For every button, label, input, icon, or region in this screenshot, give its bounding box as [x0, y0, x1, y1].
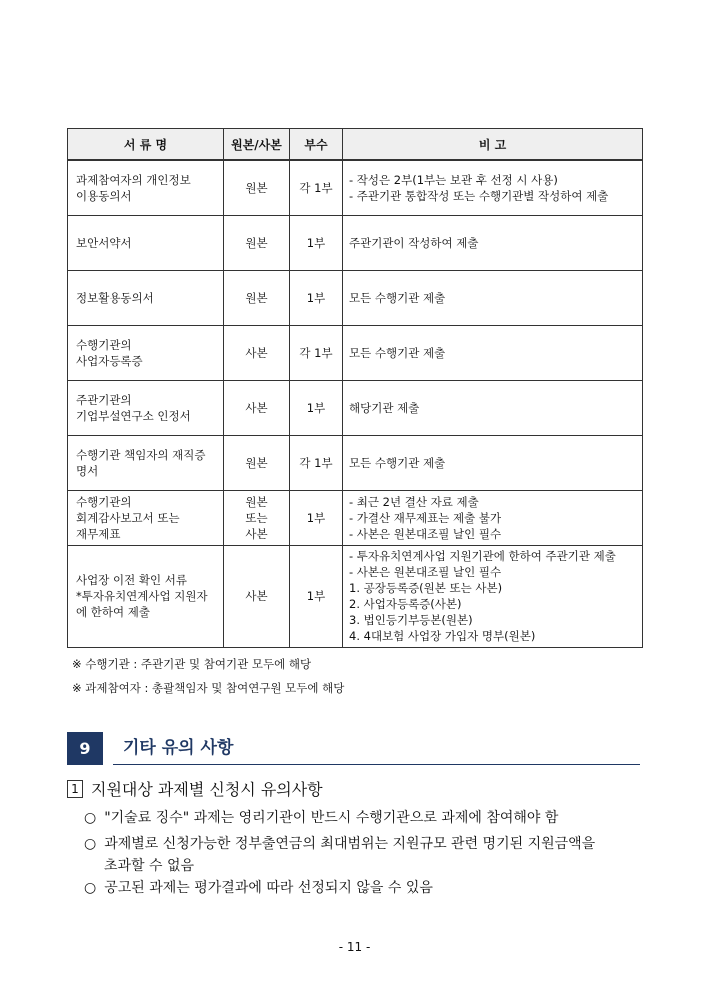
cell-text-line: 이용동의서: [76, 188, 132, 203]
bullet-continuation: 초과할 수 없음: [104, 858, 195, 874]
document-name-cell: [68, 545, 224, 647]
header-document-name: 서 류 명: [68, 129, 224, 161]
subsection-title: 지원대상 과제별 신청시 유의사항: [91, 780, 323, 799]
document-name-cell: [68, 435, 224, 490]
cell-text-line: 모든 수행기관 제출: [349, 345, 446, 360]
header-original-copy: 원본/사본: [224, 129, 290, 161]
cell-text-line: 모든 수행기관 제출: [349, 290, 446, 305]
cell-text-line: 주관기관의: [76, 392, 132, 407]
copies-cell: [290, 325, 343, 380]
list-item: [84, 878, 433, 898]
section-underline: [113, 764, 640, 766]
cell-text-line: 1부: [306, 589, 326, 603]
cell-text-line: - 가결산 재무제표는 제출 불가: [349, 510, 502, 525]
table-row: [68, 490, 643, 545]
copies-cell: [290, 490, 343, 545]
copies-cell: [290, 545, 343, 647]
cell-text-line: *투자유치연계사업 지원자: [76, 589, 208, 603]
cell-text-line: 과제참여자의 개인정보: [76, 172, 191, 187]
original-copy-cell: [224, 545, 290, 647]
cell-text-line: 원본: [245, 455, 268, 470]
bullet-mark: ○: [84, 836, 97, 852]
cell-text-line: 해당기관 제출: [349, 400, 420, 415]
table-row: [68, 160, 643, 215]
footnote: ※ 과제참여자 : 총괄책임자 및 참여연구원 모두에 해당: [72, 681, 345, 695]
cell-text-line: 1부: [306, 510, 326, 525]
cell-text-line: 원본: [245, 180, 268, 195]
cell-text-line: 1부: [306, 400, 326, 415]
cell-text-line: 각 1부: [299, 455, 333, 470]
remarks-cell: [343, 215, 643, 270]
table-row: [68, 380, 643, 435]
bullet-mark: ○: [84, 810, 97, 826]
page-number: - 11 -: [338, 940, 371, 954]
cell-text-line: 또는: [245, 510, 268, 525]
remarks-cell: [343, 545, 643, 647]
cell-text-line: 모든 수행기관 제출: [349, 455, 446, 470]
cell-text-line: 보안서약서: [76, 235, 132, 250]
cell-text-line: 기업부설연구소 인정서: [76, 408, 191, 423]
cell-text-line: 3. 법인등기부등본(원본): [349, 613, 473, 627]
cell-text-line: 재무제표: [76, 526, 121, 541]
cell-text-line: - 주관기관 통합작성 또는 수행기관별 작성하여 제출: [349, 188, 609, 203]
cell-text-line: 각 1부: [299, 345, 333, 360]
bullet-mark: ○: [84, 880, 97, 896]
remarks-cell: [343, 160, 643, 215]
table-row: [68, 325, 643, 380]
copies-cell: [290, 270, 343, 325]
cell-text-line: 수행기관의: [76, 337, 132, 352]
original-copy-cell: [224, 435, 290, 490]
cell-text-line: 정보활용동의서: [76, 290, 154, 305]
footnote: ※ 수행기관 : 주관기관 및 참여기관 모두에 해당: [72, 657, 312, 671]
cell-text-line: 사본: [245, 589, 268, 603]
cell-text-line: 사본: [245, 345, 268, 360]
list-item: [84, 834, 595, 854]
cell-text-line: 사업장 이전 확인 서류: [76, 573, 187, 587]
cell-text-line: - 작성은 2부(1부는 보관 후 선정 시 사용): [349, 172, 558, 187]
document-table: [67, 128, 643, 648]
document-name-cell: [68, 490, 224, 545]
table-row: [68, 270, 643, 325]
cell-text-line: - 사본은 원본대조필 날인 필수: [349, 526, 502, 541]
bullet-text: "기술료 징수" 과제는 영리기관이 반드시 수행기관으로 과제에 참여해야 함: [104, 810, 559, 826]
table-body: [68, 160, 643, 647]
cell-text-line: 사본: [245, 526, 268, 541]
bullet-text: 공고된 과제는 평가결과에 따라 선정되지 않을 수 있음: [104, 880, 433, 896]
cell-text-line: 원본: [245, 290, 268, 305]
cell-text-line: 1. 공장등록증(원본 또는 사본): [349, 581, 503, 595]
table-header-row: [68, 129, 643, 161]
original-copy-cell: [224, 215, 290, 270]
bullet-text: 과제별로 신청가능한 정부출연금의 최대범위는 지원규모 관련 명기된 지원금액을: [104, 836, 596, 852]
copies-cell: [290, 380, 343, 435]
remarks-cell: [343, 490, 643, 545]
section-title: 기타 유의 사항: [123, 738, 234, 758]
cell-text-line: 각 1부: [299, 180, 333, 195]
original-copy-cell: [224, 270, 290, 325]
table-row: [68, 215, 643, 270]
document-name-cell: [68, 215, 224, 270]
remarks-cell: [343, 380, 643, 435]
cell-text-line: 사본: [245, 400, 268, 415]
section-header: [67, 732, 640, 765]
original-copy-cell: [224, 160, 290, 215]
subsection-number: 1: [67, 780, 83, 798]
list-item: [84, 808, 558, 828]
header-copies: 부수: [290, 129, 343, 161]
original-copy-cell: [224, 380, 290, 435]
cell-text-line: 수행기관 책임자의 재직증: [76, 447, 206, 462]
document-name-cell: [68, 160, 224, 215]
cell-text-line: - 사본은 원본대조필 날인 필수: [349, 565, 502, 579]
section-number: 9: [67, 732, 103, 765]
subsection-heading: [67, 779, 323, 801]
document-name-cell: [68, 380, 224, 435]
table-row: [68, 545, 643, 647]
table-row: [68, 435, 643, 490]
cell-text-line: 1부: [306, 235, 326, 250]
cell-text-line: 명서: [76, 463, 99, 478]
remarks-cell: [343, 435, 643, 490]
cell-text-line: - 투자유치연계사업 지원기관에 한하여 주관기관 제출: [349, 549, 616, 563]
cell-text-line: 원본: [245, 235, 268, 250]
header-remarks: 비 고: [343, 129, 643, 161]
cell-text-line: 1부: [306, 290, 326, 305]
copies-cell: [290, 160, 343, 215]
cell-text-line: - 최근 2년 결산 자료 제출: [349, 494, 479, 509]
cell-text-line: 원본: [245, 494, 268, 509]
original-copy-cell: [224, 490, 290, 545]
remarks-cell: [343, 325, 643, 380]
cell-text-line: 회계감사보고서 또는: [76, 510, 180, 525]
cell-text-line: 4. 4대보험 사업장 가입자 명부(원본): [349, 629, 536, 643]
copies-cell: [290, 215, 343, 270]
remarks-cell: [343, 270, 643, 325]
copies-cell: [290, 435, 343, 490]
cell-text-line: 에 한하여 제출: [76, 605, 150, 619]
cell-text-line: 2. 사업자등록증(사본): [349, 597, 462, 611]
cell-text-line: 수행기관의: [76, 494, 132, 509]
original-copy-cell: [224, 325, 290, 380]
document-name-cell: [68, 270, 224, 325]
cell-text-line: 주관기관이 작성하여 제출: [349, 235, 479, 250]
document-name-cell: [68, 325, 224, 380]
cell-text-line: 사업자등록증: [76, 353, 143, 368]
